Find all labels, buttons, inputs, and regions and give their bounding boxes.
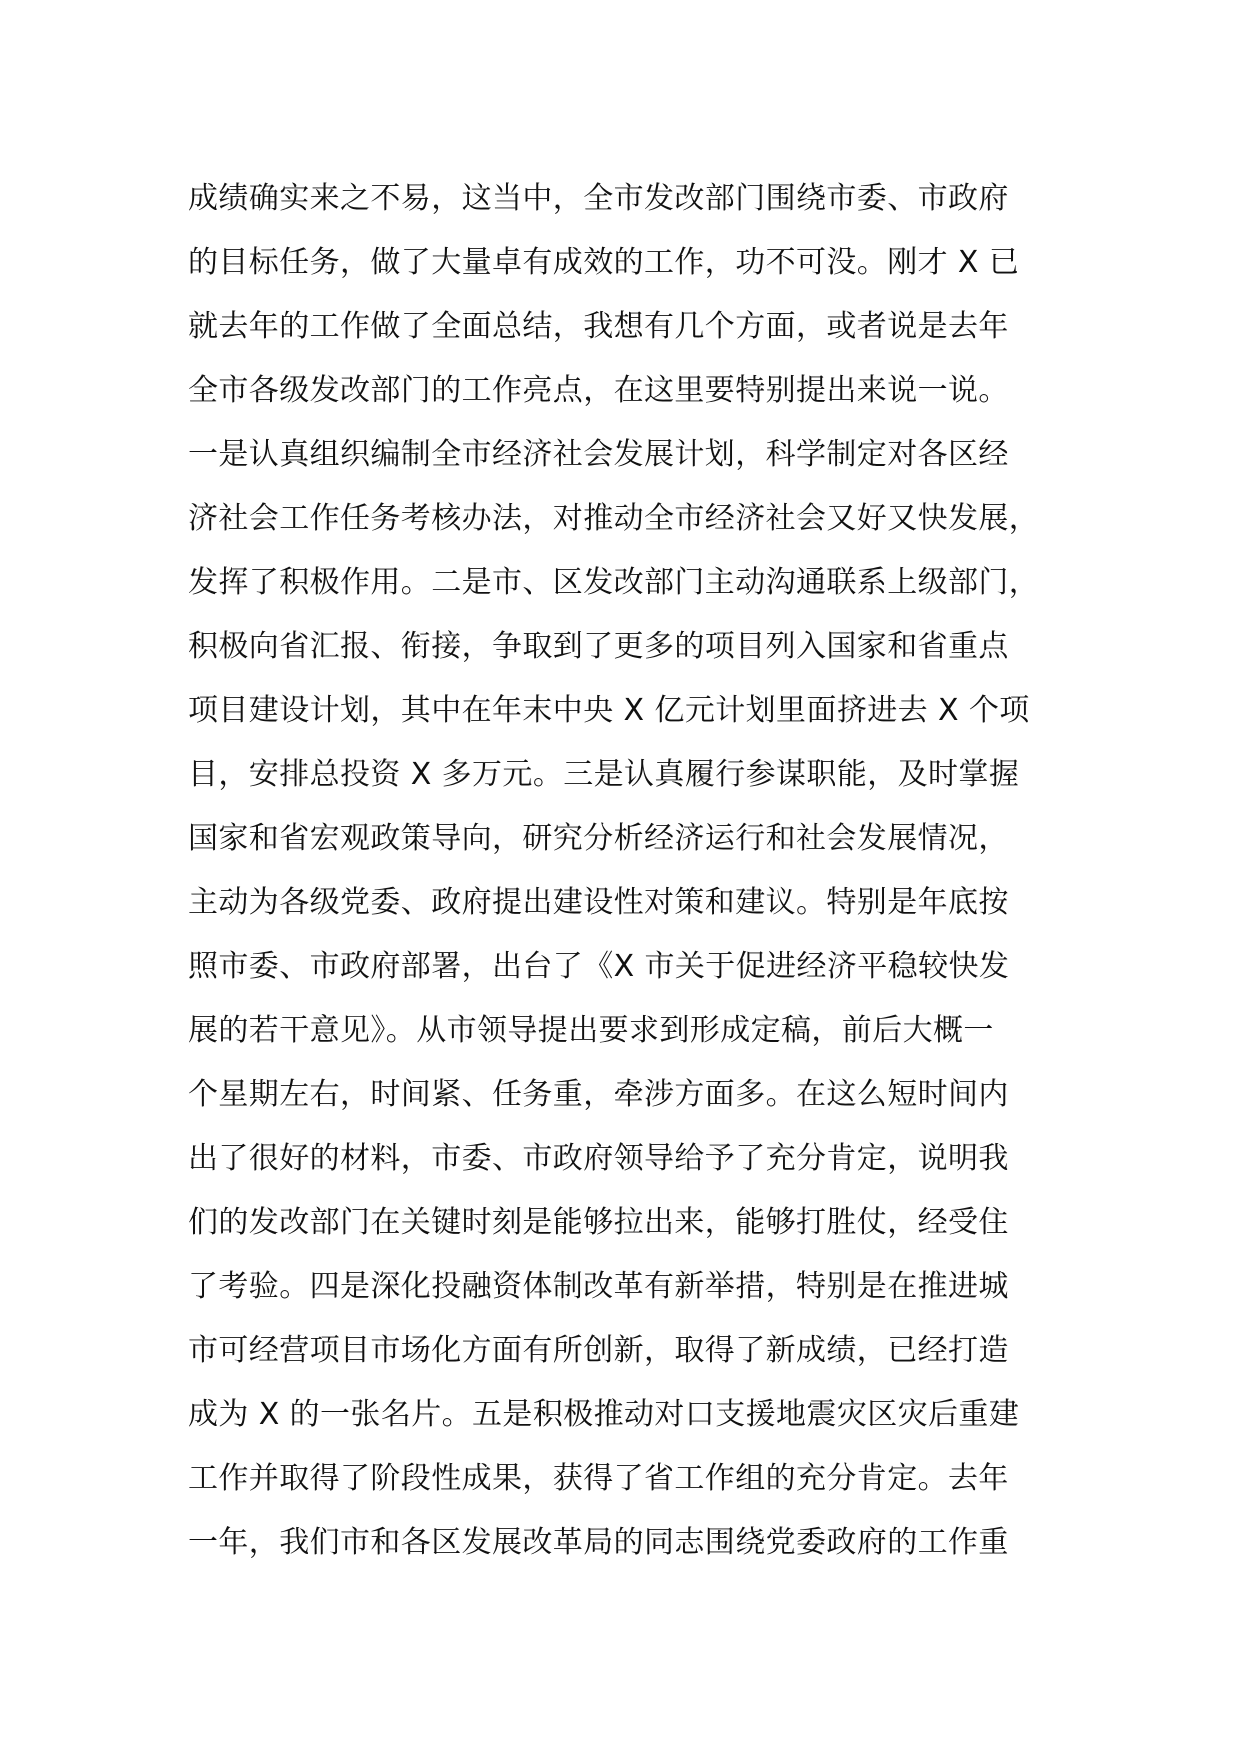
text-line: 就去年的工作做了全面总结，我想有几个方面，或者说是去年 [188,309,1009,344]
text-line: 展的若干意见》。从市领导提出要求到形成定稿，前后大概一 [188,1013,994,1048]
text-line: 全市各级发改部门的工作亮点，在这里要特别提出来说一说。 [188,373,1009,408]
text-line: 照市委、市政府部署，出台了《X 市关于促进经济平稳较快发 [188,949,1010,984]
text-line: 一是认真组织编制全市经济社会发展计划，科学制定对各区经 [188,437,1009,472]
text-line: 市可经营项目市场化方面有所创新，取得了新成绩，已经打造 [188,1333,1009,1368]
text-line: 们的发改部门在关键时刻是能够拉出来，能够打胜仗，经受住 [188,1205,1009,1240]
text-line: 发挥了积极作用。二是市、区发改部门主动沟通联系上级部门， [188,565,1040,600]
text-line: 项目建设计划，其中在年末中央 X 亿元计划里面挤进去 X 个项 [188,693,1030,728]
text-line: 出了很好的材料，市委、市政府领导给予了充分肯定，说明我 [188,1141,1009,1176]
text-line: 目，安排总投资 X 多万元。三是认真履行参谋职能，及时掌握 [188,757,1020,792]
text-line: 国家和省宏观政策导向，研究分析经济运行和社会发展情况， [188,821,1009,856]
text-line: 济社会工作任务考核办法，对推动全市经济社会又好又快发展， [188,501,1040,536]
document-body [188,167,1088,1575]
text-line: 积极向省汇报、衔接，争取到了更多的项目列入国家和省重点 [188,629,1009,664]
text-line: 成绩确实来之不易，这当中，全市发改部门围绕市委、市政府 [188,181,1009,216]
text-line: 个星期左右，时间紧、任务重，牵涉方面多。在这么短时间内 [188,1077,1009,1112]
text-line: 了考验。四是深化投融资体制改革有新举措，特别是在推进城 [188,1269,1009,1304]
text-line: 成为 X 的一张名片。五是积极推动对口支援地震灾区灾后重建 [188,1397,1020,1432]
text-line: 主动为各级党委、政府提出建设性对策和建议。特别是年底按 [188,885,1009,920]
text-line: 工作并取得了阶段性成果，获得了省工作组的充分肯定。去年 [188,1461,1009,1496]
text-line: 一年，我们市和各区发展改革局的同志围绕党委政府的工作重 [188,1525,1009,1560]
text-line: 的目标任务，做了大量卓有成效的工作，功不可没。刚才 X 已 [188,245,1020,280]
